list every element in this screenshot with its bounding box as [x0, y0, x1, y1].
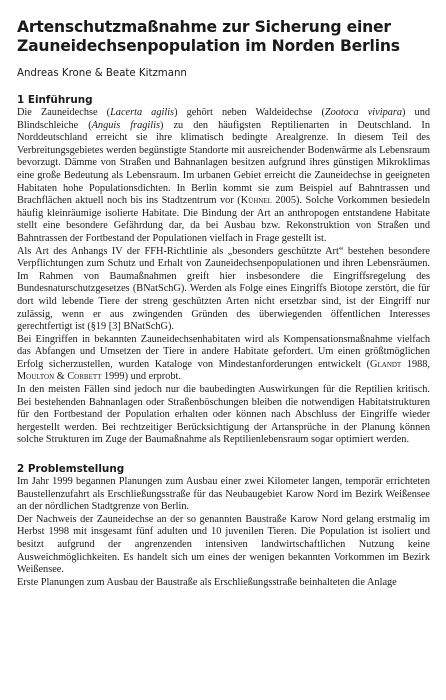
paragraph: Bei Eingriffen in bekannten Zauneidechsenhabitaten wird als Kompensationsmaßnahme vielfach das Abfangen und Umsetzen der Tiere in andere Habitate gefordert. Um einen größtmöglichen Erfolg sicherzustellen, wurden Kataloge von Mindestanforderungen entwickelt (Glandt 1988, Moulton & Corbett 1999) und erprobt.	[17, 333, 430, 383]
paragraph: Die Zauneidechse (Lacerta agilis) gehört neben Waldeidechse (Zootoca vivipara) und Blindschleiche (Anguis fragilis) zu den häufigsten Reptilienarten in Deutschland. In Norddeutschland erreicht sie ihre klimatisch bedingte Arealgrenze. In diesem Teil des Verbreitungsgebietes werden begünstigte Standorte mit ausreichender Bodenwärme als Lebensraum bevorzugt. Dämme von Straßen und Bahnanlagen besitzen aufgrund ihres günstigen Mikroklimas eine große Bedeutung als Lebensraum. Im urbanen Gebiet erreicht die Zauneidechse in geeigneten Habitaten hohe Populationsdichten. In Berlin kommt sie zum Beispiel auf Bahntrassen und Brachflächen aktuell noch bis ins Stadtzentrum vor (Kühnel 2005). Solche Vorkommen besiedeln häufig kleinräumige isolierte Habitate. Die Bindung der Art an anthropogen entstandene Habitate stellt eine besondere Gefährdung dar, da bei Ausbau bzw. Rekonstruktion von Straßen und Bahntrassen der Fortbestand der Populationen vielfach in Frage gestellt ist.	[17, 107, 431, 244]
section-body-einfuehrung	[17, 107, 430, 447]
article-page	[17, 18, 430, 589]
section-heading-problemstellung: 2 Problemstellung	[17, 463, 125, 476]
section-heading-einfuehrung: 1 Einführung	[17, 94, 93, 106]
paragraph: In den meisten Fällen sind jedoch nur die baubedingten Auswirkungen für die Reptilien kritisch. Bei bestehenden Bahnanlagen oder Straßenböschungen bleiben die notwendigen Habitatstrukturen für den Fortbestand der Population erhalten oder können nach Abschluss der Eingriffe wieder hergestellt werden. Bei rechtzeitiger Berücksichtigung der Artansprüche in der Planung können solche Strukturen im Zuge der Baumaßnahme als Reptilienlebensraum sogar optimiert werden.	[17, 384, 430, 446]
section-body-problemstellung	[17, 476, 430, 589]
article-title: Artenschutzmaßnahme zur Sicherung einer Zauneidechsenpopulation im Norden Berlins	[17, 18, 400, 55]
species-name: Lacerta agilis	[110, 107, 175, 118]
paragraph: Im Jahr 1999 begannen Planungen zum Ausbau einer zwei Kilometer langen, temporär errichteten Baustellenzufahrt als Erschließungsstraße für das Neubaugebiet Karow Nord im Bezirk Weißensee an der nördlichen Stadtgrenze von Berlin.	[17, 476, 430, 513]
species-name: Zootoca vivipara	[324, 107, 403, 118]
paragraph: Als Art des Anhangs IV der FFH-Richtlinie als „besonders geschützte Art“ bestehen besondere Verpflichtungen zum Schutz und Erhalt von Zauneidechsenpopulationen und ihren Lebensräumen. Im Rahmen von Baumaßnahmen greift hier insbesondere die Eingriffsregelung des Bundesnaturschutzgesetzes (BNatSchG). Werden als Folge eines Eingriffs Biotope zerstört, die für dort wild lebende Tiere der streng geschützten Arten nicht ersetzbar sind, ist der Eingriff nur zulässig, wenn er aus zwingenden Gründen des überwiegenden öffentlichen Interesses gerechtfertigt ist (§19 [3] BNatSchG).	[17, 245, 430, 333]
paragraph: Der Nachweis der Zauneidechse an der so genannten Baustraße Karow Nord gelang erstmalig im Herbst 1998 mit insgesamt fünf adulten und 10 juvenilen Tieren. Die Population ist isoliert und besitzt aufgrund der angrenzenden intensiven landwirtschaftlichen Nutzung keine Ausweichmöglichkeiten. Es handelt sich um eines der wenigen bekannten Vorkommen im Bezirk Weißensee.	[17, 513, 430, 576]
species-name: Anguis fragilis	[91, 119, 161, 131]
citation-author: Glandt	[370, 358, 402, 370]
citation-author: Moulton & Corbett	[17, 371, 102, 383]
citation-author: Kühnel	[240, 195, 272, 207]
article-authors: Andreas Krone & Beate Kitzmann	[17, 68, 187, 79]
paragraph: Erste Planungen zum Ausbau der Baustraße als Erschließungsstraße beinhalteten die Anlage	[17, 576, 397, 588]
